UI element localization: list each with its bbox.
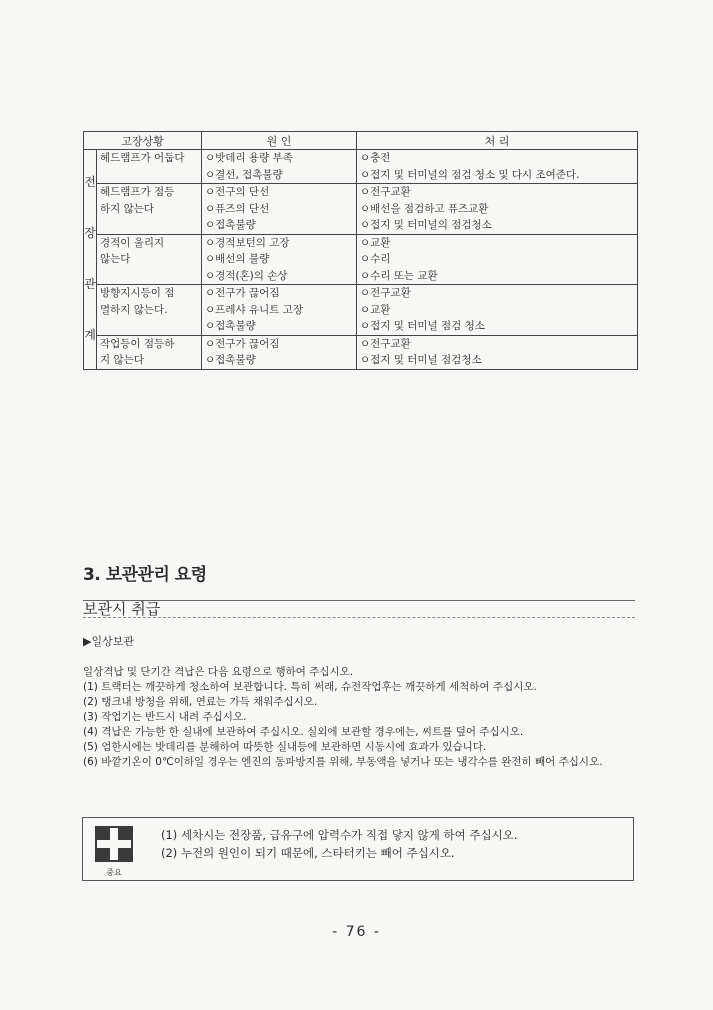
cause-cell [202,335,357,369]
situation-cell [97,285,202,336]
situation-cell [97,335,202,369]
cell-text: 작업등이 점등하 [100,337,175,350]
cell-text: ㅇ전구교환 [360,337,411,350]
table-row [84,184,638,235]
cell-text: ㅇ배선을 점검하고 퓨즈교환 [360,202,489,215]
cell-text: ㅇ접지 및 터미널의 점검청소 [360,219,492,231]
cell-text: ㅇ교환 [360,303,391,316]
situation-cell [97,184,202,235]
cell-text: 멸하지 않는다. [100,303,168,316]
cell-text: ㅇ전구교환 [360,186,411,198]
list-item: (4) 격납은 가능한 한 실내에 보관하여 주십시오. 실외에 보관할 경우에는, 씨트를 덮어 주십시오. [83,726,524,738]
cell-text: ㅇ전구의 단선 [205,186,270,198]
cell-text: ㅇ경적보턴의 고장 [205,236,290,249]
cell-text: ㅇ충전 [360,152,391,164]
action-cell [357,234,638,285]
action-cell [357,150,638,184]
list-item: (2) 탱크내 방청을 위해, 연료는 가득 채워주십시오. [83,696,318,708]
important-notice-box [82,817,634,881]
table-row [84,234,638,285]
situation-cell [97,150,202,184]
cell-text: ㅇ접지 및 터미널 점검 청소 [360,320,485,332]
category-char: 관 [84,277,96,292]
cause-cell [202,184,357,235]
list-item: (6) 바깥기온이 0℃이하일 경우는 엔진의 동파방지를 위해, 부동액을 넣거나 또는 냉각수를 완전히 빼어 주십시오. [83,756,603,768]
cell-text: 방향지시등이 점 [100,287,175,299]
category-char: 전 [84,175,96,190]
list-item: (3) 작업기는 반드시 내려 주십시오. [83,711,247,723]
table-header-row [84,132,638,150]
category-label-electrical [84,150,97,370]
cause-cell [202,234,357,285]
divider [83,600,635,601]
cell-text: ㅇ접촉불량 [205,219,256,231]
cell-text: ㅇ수리 또는 교환 [360,269,438,282]
cell-text: 지 않는다 [100,354,144,366]
cell-text: ㅇ수리 [360,253,391,265]
cell-text: ㅇ접지 및 터미널의 점검 청소 및 다시 조여준다. [360,168,580,181]
intro-text: 일상격납 및 단기간 격납은 다음 요령으로 행하여 주십시오. [83,666,354,678]
cell-text: ㅇ퓨즈의 단선 [205,202,270,215]
cell-text: ㅇ프레샤 유니트 고장 [205,303,303,316]
cell-text: ㅇ밧데리 용량 부족 [205,152,293,164]
notice-line: (1) 세차시는 전장품, 급유구에 압력수가 직접 닿지 않게 하여 주십시오. [161,828,518,842]
daily-storage-label: ▶일상보관 [83,635,134,648]
action-cell [357,285,638,336]
cell-text: 않는다 [100,253,131,265]
header-action: 처 리 [357,132,638,150]
important-icon [95,826,133,877]
cell-text: ㅇ전구가 끊어짐 [205,337,280,350]
cell-text: ㅇ결선, 접촉불량 [205,168,283,181]
cell-text: 헤드램프가 어둡다 [100,152,185,164]
header-situation: 고장상황 [84,132,202,150]
cell-text: 헤드램프가 점등 [100,186,175,198]
cell-text: ㅇ접촉불량 [205,354,256,366]
cell-text: ㅇ전구가 끊어짐 [205,287,280,299]
list-item: (1) 트랙터는 깨끗하게 청소하여 보관합니다. 특히 써래, 슈전작업후는 깨끗하게 세척하여 주십시오. [83,681,537,693]
table-row [84,150,638,184]
divider [83,617,635,618]
cell-text: ㅇ접지 및 터미널 점검청소 [360,354,482,366]
important-icon-label: 중요 [106,868,122,877]
cell-text: ㅇ접촉불량 [205,320,256,332]
list-item: (5) 엄한시에는 밧데리를 분해하여 따뜻한 실내등에 보관하면 시동시에 효과가 있습니다. [83,741,487,753]
troubleshooting-table [83,131,638,370]
header-cause: 원 인 [202,132,357,150]
page-number: - 76 - [332,924,381,940]
cell-text: ㅇ전구교환 [360,287,411,299]
action-cell [357,335,638,369]
storage-instructions [83,665,603,770]
cell-text: 하지 않는다 [100,202,155,215]
situation-cell [97,234,202,285]
notice-text [161,826,517,862]
cell-text: ㅇ경적(혼)의 손상 [205,269,288,282]
cause-cell [202,285,357,336]
table-row [84,285,638,336]
action-cell [357,184,638,235]
category-char: 계 [84,328,96,343]
cell-text: ㅇ교환 [360,236,391,249]
subsection-title: 보관시 취급 [83,600,161,618]
cell-text: 경적이 울리지 [100,236,165,249]
notice-line: (2) 누전의 원인이 되기 때문에, 스타터키는 빼어 주십시오. [161,846,455,860]
cause-cell [202,150,357,184]
cell-text: ㅇ배선의 불량 [205,253,270,265]
section-title: 3. 보관관리 요령 [83,565,207,585]
category-char: 장 [84,226,96,241]
table-row [84,335,638,369]
